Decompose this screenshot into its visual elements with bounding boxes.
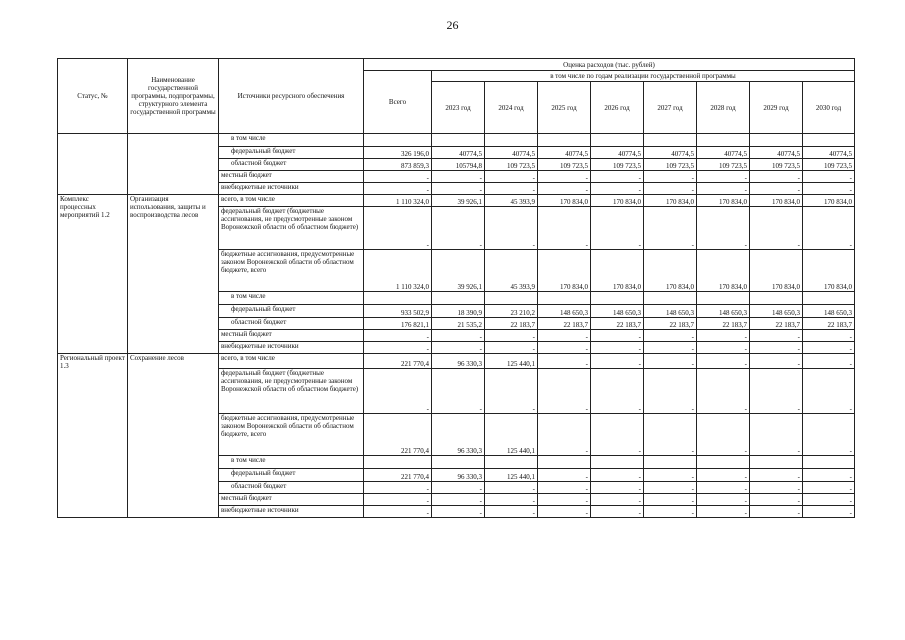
header-year: 2027 год [644, 82, 697, 134]
value-year: 109 723,5 [644, 159, 697, 171]
value-year: 39 926,1 [432, 250, 485, 292]
value-year: - [803, 414, 855, 456]
value-year [750, 456, 803, 469]
source-label: местный бюджет [219, 494, 364, 506]
section-name [128, 134, 219, 195]
value-year: - [485, 171, 538, 183]
value-year: - [591, 171, 644, 183]
value-year: - [644, 171, 697, 183]
value-year: 45 393,9 [485, 250, 538, 292]
value-year [591, 134, 644, 147]
header-name: Наименование государственной программы, подпрограммы, структурного элемента государственной программы [128, 59, 219, 134]
value-year: 23 210,2 [485, 305, 538, 318]
value-year: - [432, 369, 485, 414]
value-year: - [538, 171, 591, 183]
value-year: 148 650,3 [591, 305, 644, 318]
value-year [644, 292, 697, 305]
table-row [58, 195, 855, 207]
value-year: - [485, 506, 538, 518]
value-year: 148 650,3 [644, 305, 697, 318]
source-label: местный бюджет [219, 330, 364, 342]
value-year [432, 292, 485, 305]
value-total: 873 859,3 [364, 159, 432, 171]
value-year: - [750, 342, 803, 354]
source-label: федеральный бюджет (бюджетные ассигнования, не предусмотренные законом Воронежской области об областном бюджете) [219, 207, 364, 250]
value-year: - [803, 171, 855, 183]
value-year: - [644, 330, 697, 342]
value-year: - [644, 482, 697, 494]
value-year: 170 834,0 [750, 250, 803, 292]
value-total: - [364, 171, 432, 183]
value-year: - [750, 369, 803, 414]
value-year: - [591, 494, 644, 506]
value-year: - [485, 342, 538, 354]
value-year: 109 723,5 [485, 159, 538, 171]
header-year: 2023 год [432, 82, 485, 134]
value-year: 148 650,3 [697, 305, 750, 318]
page-number: 26 [446, 18, 459, 32]
value-year: - [697, 171, 750, 183]
value-year [485, 292, 538, 305]
value-year: - [750, 506, 803, 518]
value-year: 40774,5 [538, 147, 591, 159]
value-year: - [485, 369, 538, 414]
value-total: - [364, 342, 432, 354]
source-label: внебюджетные источники [219, 183, 364, 195]
value-year: - [750, 482, 803, 494]
value-year [485, 456, 538, 469]
value-year: 22 183,7 [697, 318, 750, 330]
source-label: бюджетные ассигнования, предусмотренные законом Воронежской области об областном бюджете, всего [219, 414, 364, 456]
value-year: - [803, 342, 855, 354]
value-year: - [803, 369, 855, 414]
value-total: 221 770,4 [364, 469, 432, 482]
header-by-years: в том числе по годам реализации государственной программы [432, 71, 855, 82]
header-year: 2026 год [591, 82, 644, 134]
value-total: 176 821,1 [364, 318, 432, 330]
value-year [644, 456, 697, 469]
value-year: - [591, 183, 644, 195]
value-year: - [432, 330, 485, 342]
value-year [750, 292, 803, 305]
value-total: - [364, 506, 432, 518]
value-year: - [644, 494, 697, 506]
value-year: 18 390,9 [432, 305, 485, 318]
value-year: - [697, 482, 750, 494]
value-year: - [538, 414, 591, 456]
table-body [58, 134, 855, 518]
value-total: 1 110 324,0 [364, 195, 432, 207]
value-total [364, 134, 432, 147]
value-year: - [644, 414, 697, 456]
value-year: 40774,5 [432, 147, 485, 159]
value-total: 1 110 324,0 [364, 250, 432, 292]
value-year: - [644, 469, 697, 482]
value-year: - [538, 469, 591, 482]
value-year: - [591, 330, 644, 342]
value-year: 22 183,7 [803, 318, 855, 330]
value-year: 109 723,5 [803, 159, 855, 171]
source-label: в том числе [219, 292, 364, 305]
source-label: федеральный бюджет [219, 147, 364, 159]
section-name: Сохранение лесов [128, 354, 219, 518]
value-year: - [432, 342, 485, 354]
header-status: Статус, № [58, 59, 128, 134]
value-year: - [644, 354, 697, 369]
value-year: 170 834,0 [644, 250, 697, 292]
value-year: - [538, 342, 591, 354]
value-year: 40774,5 [803, 147, 855, 159]
value-year: - [803, 207, 855, 250]
budget-table [57, 58, 855, 518]
value-year: 96 330,3 [432, 414, 485, 456]
value-year: 96 330,3 [432, 469, 485, 482]
value-year [803, 456, 855, 469]
value-year: - [697, 506, 750, 518]
value-year [538, 292, 591, 305]
source-label: в том числе [219, 134, 364, 147]
value-year: - [697, 469, 750, 482]
value-total: 221 770,4 [364, 414, 432, 456]
value-year: - [697, 369, 750, 414]
value-year: - [697, 354, 750, 369]
value-year: - [591, 342, 644, 354]
value-year: - [432, 207, 485, 250]
value-year: 170 834,0 [644, 195, 697, 207]
value-year: - [803, 494, 855, 506]
value-year: - [485, 494, 538, 506]
value-year: - [803, 183, 855, 195]
value-year: 22 183,7 [644, 318, 697, 330]
header-year: 2024 год [485, 82, 538, 134]
value-year: 125 440,1 [485, 414, 538, 456]
source-label: областной бюджет [219, 482, 364, 494]
value-year: 22 183,7 [485, 318, 538, 330]
value-total: - [364, 330, 432, 342]
value-year: 148 650,3 [538, 305, 591, 318]
value-year: - [432, 482, 485, 494]
source-label: федеральный бюджет [219, 469, 364, 482]
value-year: 96 330,3 [432, 354, 485, 369]
value-year: - [750, 207, 803, 250]
value-year [538, 134, 591, 147]
value-year: - [644, 342, 697, 354]
value-year: 170 834,0 [538, 195, 591, 207]
value-year: 45 393,9 [485, 195, 538, 207]
value-year: - [591, 469, 644, 482]
value-year [591, 292, 644, 305]
value-year: - [591, 506, 644, 518]
value-year: - [591, 482, 644, 494]
section-name: Организация использования, защиты и воспроизводства лесов [128, 195, 219, 354]
value-year: - [538, 369, 591, 414]
value-total: - [364, 183, 432, 195]
value-year: - [750, 469, 803, 482]
value-year: - [644, 183, 697, 195]
value-year: 170 834,0 [697, 195, 750, 207]
header-total: Всего [364, 71, 432, 134]
value-year: - [538, 183, 591, 195]
value-year: - [750, 494, 803, 506]
value-year: 21 535,2 [432, 318, 485, 330]
value-year [432, 134, 485, 147]
value-year: - [697, 342, 750, 354]
value-year [697, 134, 750, 147]
value-year [644, 134, 697, 147]
section-status [58, 134, 128, 195]
section-status: Комплекс процессных мероприятий 1.2 [58, 195, 128, 354]
source-label: бюджетные ассигнования, предусмотренные законом Воронежской области об областном бюджете, всего [219, 250, 364, 292]
value-year: - [538, 354, 591, 369]
value-year: - [803, 506, 855, 518]
value-total: - [364, 494, 432, 506]
value-year [485, 134, 538, 147]
value-year: - [750, 330, 803, 342]
value-year: 170 834,0 [538, 250, 591, 292]
value-year [750, 134, 803, 147]
value-year: - [750, 354, 803, 369]
source-label: федеральный бюджет [219, 305, 364, 318]
value-year: - [538, 494, 591, 506]
source-label: в том числе [219, 456, 364, 469]
value-year: 40774,5 [485, 147, 538, 159]
value-year: - [697, 494, 750, 506]
value-total: 326 196,0 [364, 147, 432, 159]
value-year [697, 456, 750, 469]
value-year: - [803, 482, 855, 494]
value-year [432, 456, 485, 469]
value-year: - [697, 330, 750, 342]
value-year: - [485, 183, 538, 195]
value-year [697, 292, 750, 305]
value-year: 148 650,3 [750, 305, 803, 318]
table-header [58, 59, 855, 134]
value-year [591, 456, 644, 469]
value-year: - [803, 469, 855, 482]
header-year: 2030 год [803, 82, 855, 134]
value-year: 22 183,7 [750, 318, 803, 330]
value-total [364, 456, 432, 469]
value-year: 125 440,1 [485, 354, 538, 369]
value-year: - [432, 494, 485, 506]
value-total: 221 770,4 [364, 354, 432, 369]
source-label: областной бюджет [219, 159, 364, 171]
value-year: - [591, 354, 644, 369]
section-status: Региональный проект 1.3 [58, 354, 128, 518]
table-row [58, 354, 855, 369]
value-year: - [485, 330, 538, 342]
value-year: 22 183,7 [538, 318, 591, 330]
value-year: - [538, 482, 591, 494]
value-year: - [697, 414, 750, 456]
value-year: - [538, 330, 591, 342]
value-total: - [364, 207, 432, 250]
value-year: - [591, 207, 644, 250]
value-year: - [432, 183, 485, 195]
value-year: 40774,5 [644, 147, 697, 159]
value-year: 40774,5 [750, 147, 803, 159]
value-year: - [432, 506, 485, 518]
value-year: 22 183,7 [591, 318, 644, 330]
value-total: - [364, 369, 432, 414]
source-label: внебюджетные источники [219, 506, 364, 518]
value-year [803, 134, 855, 147]
value-year: - [803, 330, 855, 342]
value-year [803, 292, 855, 305]
value-year: 170 834,0 [591, 195, 644, 207]
value-total: 933 502,9 [364, 305, 432, 318]
value-year: 40774,5 [591, 147, 644, 159]
value-year: 109 723,5 [538, 159, 591, 171]
header-year: 2028 год [697, 82, 750, 134]
header-year: 2025 год [538, 82, 591, 134]
value-year: - [432, 171, 485, 183]
value-year: - [644, 207, 697, 250]
table-row [58, 134, 855, 147]
value-year: - [644, 369, 697, 414]
value-year: - [644, 506, 697, 518]
value-year: - [750, 183, 803, 195]
value-year: 125 440,1 [485, 469, 538, 482]
source-label: всего, в том числе [219, 354, 364, 369]
value-year: - [750, 171, 803, 183]
value-year: 170 834,0 [750, 195, 803, 207]
value-year: - [697, 207, 750, 250]
value-year: 170 834,0 [591, 250, 644, 292]
value-year: 109 723,5 [591, 159, 644, 171]
header-sources: Источники ресурсного обеспечения [219, 59, 364, 134]
value-year: 109 723,5 [750, 159, 803, 171]
value-total: - [364, 482, 432, 494]
value-year: - [750, 414, 803, 456]
header-estimate: Оценка расходов (тыс. рублей) [364, 59, 855, 71]
source-label: местный бюджет [219, 171, 364, 183]
value-year: - [485, 482, 538, 494]
value-year: - [697, 183, 750, 195]
value-year: - [538, 207, 591, 250]
value-year: 105794,8 [432, 159, 485, 171]
value-year: - [803, 354, 855, 369]
source-label: федеральный бюджет (бюджетные ассигнования, не предусмотренные законом Воронежской области об областном бюджете) [219, 369, 364, 414]
source-label: внебюджетные источники [219, 342, 364, 354]
value-year: - [591, 414, 644, 456]
value-year: 39 926,1 [432, 195, 485, 207]
value-total [364, 292, 432, 305]
value-year: 40774,5 [697, 147, 750, 159]
header-year: 2029 год [750, 82, 803, 134]
value-year: 109 723,5 [697, 159, 750, 171]
value-year: - [538, 506, 591, 518]
value-year [538, 456, 591, 469]
value-year: 170 834,0 [803, 195, 855, 207]
value-year: 148 650,3 [803, 305, 855, 318]
value-year: - [591, 369, 644, 414]
value-year: - [485, 207, 538, 250]
source-label: областной бюджет [219, 318, 364, 330]
source-label: всего, в том числе [219, 195, 364, 207]
value-year: 170 834,0 [803, 250, 855, 292]
value-year: 170 834,0 [697, 250, 750, 292]
